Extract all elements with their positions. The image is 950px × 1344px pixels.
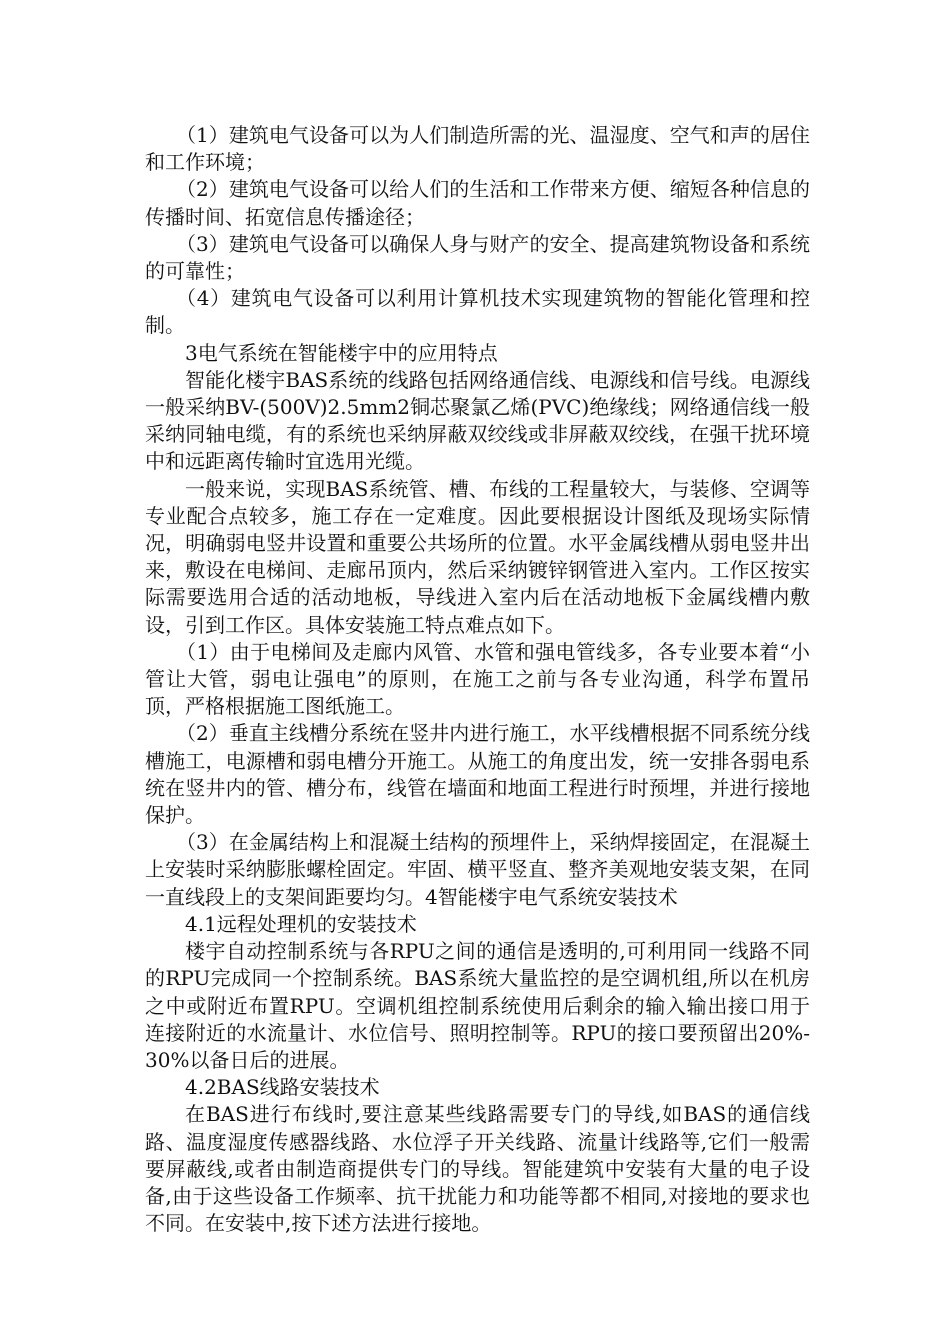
paragraph-point-2: （2）垂直主线槽分系统在竖井内进行施工，水平线槽根据不同系统分线槽施工，电源槽和弱电槽分开施工。从施工的角度出发，统一安排各弱电系统在竖井内的管、槽分布，线管在墙面和地面工程进行时预埋，并进行接地保护。 — [145, 721, 810, 828]
paragraph-bas-lines: 智能化楼宇BAS系统的线路包括网络通信线、电源线和信号线。电源线一般采纳BV-(500V)2.5mm2铜芯聚氯乙烯(PVC)绝缘线；网络通信线一般采纳同轴电缆，有的系统也采纳屏蔽双绞线或非屏蔽双绞线，在强干扰环境中和远距离传输时宜选用光缆。 — [145, 367, 810, 474]
paragraph-item-4: （4）建筑电气设备可以利用计算机技术实现建筑物的智能化管理和控制。 — [145, 286, 810, 338]
paragraph-item-3: （3）建筑电气设备可以确保人身与财产的安全、提高建筑物设备和系统的可靠性； — [145, 231, 810, 284]
document-body — [145, 122, 810, 1237]
paragraph-point-3: （3）在金属结构上和混凝土结构的预埋件上，采纳焊接固定，在混凝土上安装时采纳膨胀螺栓固定。牢固、横平竖直、整齐美观地安装支架，在同一直线段上的支架间距要均匀。4智能楼宇电气系统安装技术 — [145, 830, 810, 909]
paragraph-point-1: （1）由于电梯间及走廊内风管、水管和强电管线多，各专业要本着“小管让大管，弱电让强电”的原则，在施工之前与各专业沟通，科学布置吊顶，严格根据施工图纸施工。 — [145, 639, 810, 719]
paragraph-rpu: 楼宇自动控制系统与各RPU之间的通信是透明的,可利用同一线路不同的RPU完成同一个控制系统。BAS系统大量监控的是空调机组,所以在机房之中或附近布置RPU。空调机组控制系统使用后剩余的输入输出接口用于连接附近的水流量计、水位信号、照明控制等。RPU的接口要预留出20%-30%以备日后的进展。 — [145, 939, 810, 1072]
section-heading-3: 3电气系统在智能楼宇中的应用特点 — [185, 340, 498, 365]
paragraph-item-2: （2）建筑电气设备可以给人们的生活和工作带来方便、缩短各种信息的传播时间、拓宽信息传播途径； — [145, 177, 810, 229]
section-heading-4-2: 4.2BAS线路安装技术 — [185, 1075, 380, 1100]
section-heading-4-1: 4.1远程处理机的安装技术 — [185, 911, 417, 936]
paragraph-construction: 一般来说，实现BAS系统管、槽、布线的工程量较大，与装修、空调等专业配合点较多，施工存在一定难度。因此要根据设计图纸及现场实际情况，明确弱电竖井设置和重要公共场所的位置。水平金属线槽从弱电竖井出来，敷设在电梯间、走廊吊顶内，然后采纳镀锌钢管进入室内。工作区按实际需要选用合适的活动地板，导线进入室内后在活动地板下金属线槽内敷设，引到工作区。具体安装施工特点难点如下。 — [145, 476, 810, 637]
paragraph-item-1: （1）建筑电气设备可以为人们制造所需的光、温湿度、空气和声的居住和工作环境； — [145, 123, 810, 175]
paragraph-bas-wiring: 在BAS进行布线时,要注意某些线路需要专门的导线,如BAS的通信线路、温度湿度传感器线路、水位浮子开关线路、流量计线路等,它们一般需要屏蔽线,或者由制造商提供专门的导线。智能建筑中安装有大量的电子设备,由于这些设备工作频率、抗干扰能力和功能等都不相同,对接地的要求也不同。在安装中,按下述方法进行接地。 — [145, 1102, 810, 1236]
